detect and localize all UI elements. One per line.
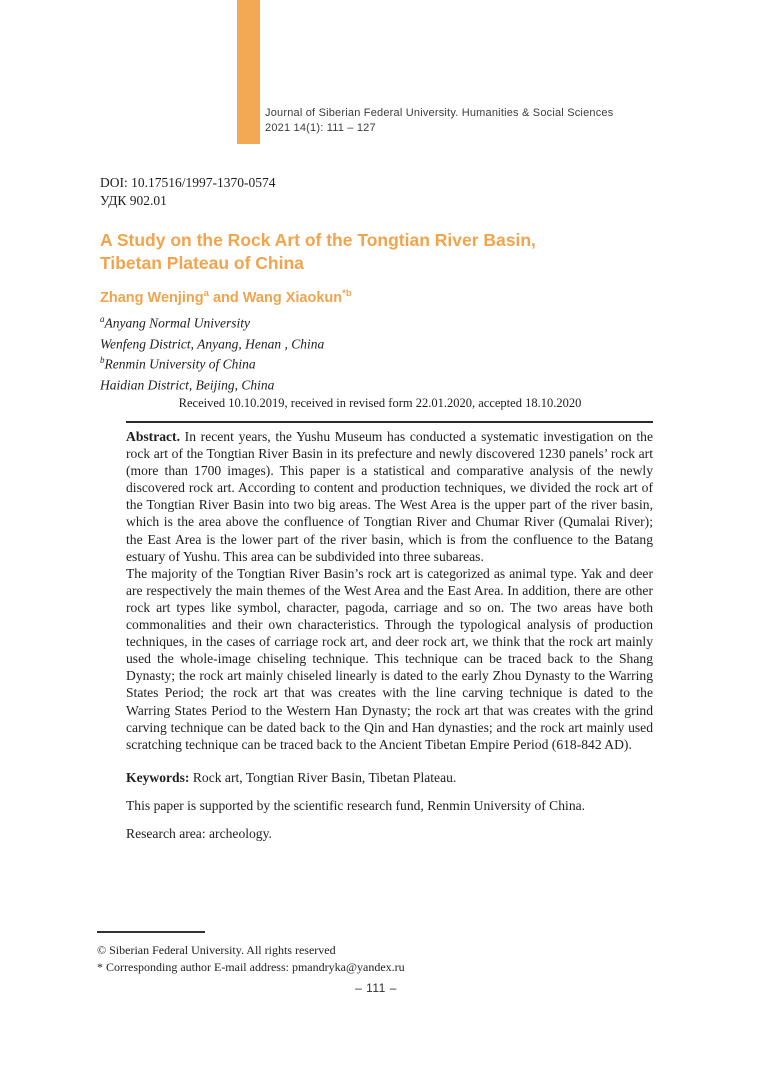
article-title-line1: A Study on the Rock Art of the Tongtian River Basin, — [100, 230, 536, 250]
journal-accent-bar — [237, 0, 260, 144]
keywords-line — [126, 769, 653, 786]
article-title — [100, 229, 536, 275]
abstract-text-1: In recent years, the Yushu Museum has conducted a systematic investigation on the rock art of the Tongtian River Basin in its prefecture and newly discovered 1230 panels’ rock art (more than 1700 images). This paper is a statistical and comparative analysis of the newly discovered rock art. According to content and production techniques, we divided the rock art of the Tongtian River Basin into two big areas. The West Area is the upper part of the river basin, which is the area above the confluence of Tongtian River and Chumar River (Qumalai River); the East Area is the lower part of the river basin, which is from the confluence to the Batang estuary of Yushu. This area can be subdivided into three subareas. — [126, 429, 653, 564]
abstract-section — [126, 421, 653, 842]
author-1: Zhang Wenjing — [100, 289, 204, 306]
journal-header — [265, 106, 613, 136]
affiliation-line — [100, 311, 324, 332]
journal-name: Journal of Siberian Federal University. Humanities & Social Sciences — [265, 107, 614, 119]
affiliation-text: Wenfeng District, Anyang, Henan , China — [100, 336, 325, 351]
affiliation-line — [100, 373, 324, 394]
journal-issue: 2021 14(1): 111 – 127 — [265, 122, 376, 134]
page-number: – 111 – — [355, 981, 397, 995]
corresponding-author-line: * Corresponding author E-mail address: pmandryka@yandex.ru — [97, 960, 405, 974]
article-title-line2: Tibetan Plateau of China — [100, 253, 304, 273]
affiliations-block — [100, 311, 324, 393]
affiliation-text: Haidian District, Beijing, China — [100, 377, 275, 392]
funding-line: This paper is supported by the scientific research fund, Renmin University of China. — [126, 797, 586, 813]
identifiers-block — [100, 174, 276, 210]
keywords-label: Keywords: — [126, 769, 190, 785]
copyright-line: © Siberian Federal University. All rights reserved — [97, 943, 336, 957]
abstract-paragraph-1 — [126, 428, 653, 565]
abstract-label: Abstract. — [126, 429, 180, 444]
research-area-line: Research area: archeology. — [126, 825, 272, 841]
footnote-block — [97, 931, 405, 976]
doi-line: DOI: 10.17516/1997-1370-0574 — [100, 175, 276, 190]
udk-line: УДК 902.01 — [100, 193, 167, 208]
author-2-affiliation-mark: *b — [342, 288, 352, 299]
affiliation-line — [100, 332, 324, 353]
affiliation-mark: a — [100, 314, 105, 324]
author-1-affiliation-mark: a — [203, 288, 209, 299]
keywords-text: Rock art, Tongtian River Basin, Tibetan Plateau. — [189, 769, 457, 785]
footnote-rule — [97, 931, 205, 933]
affiliation-text: Anyang Normal University — [104, 315, 250, 331]
authors-line — [100, 288, 352, 306]
affiliation-line — [100, 352, 324, 373]
affiliation-text: Renmin University of China — [104, 356, 256, 372]
affiliation-mark: b — [100, 355, 105, 365]
received-dates-line: Received 10.10.2019, received in revised form 22.01.2020, accepted 18.10.2020 — [178, 396, 582, 410]
author-2: and Wang Xiaokun — [208, 289, 343, 306]
abstract-paragraph-2: The majority of the Tongtian River Basin’s rock art is categorized as animal type. Yak and deer are respectively the main themes of the West Area and the East Area. In addition, there are other rock art types like symbol, character, pagoda, carriage and so on. The two areas have both commonalities and their own characteristics. Through the typological analysis of production techniques, in the cases of carriage rock art, and deer rock art, we think that the rock art mainly used the whole-image chiseling technique. This technique can be traced back to the Shang Dynasty; the rock art mainly chiseled linearly is dated to the early Zhou Dynasty to the Warring States Period; the rock art that was creates with the line carving technique is dated to the Warring States Period to the Western Han Dynasty; the rock art that was creates with the grind carving technique can be dated back to the Qin and Han dynasties; and the rock art mainly used scratching technique can be traced back to the Ancient Tibetan Empire Period (618-842 AD). — [126, 565, 653, 752]
